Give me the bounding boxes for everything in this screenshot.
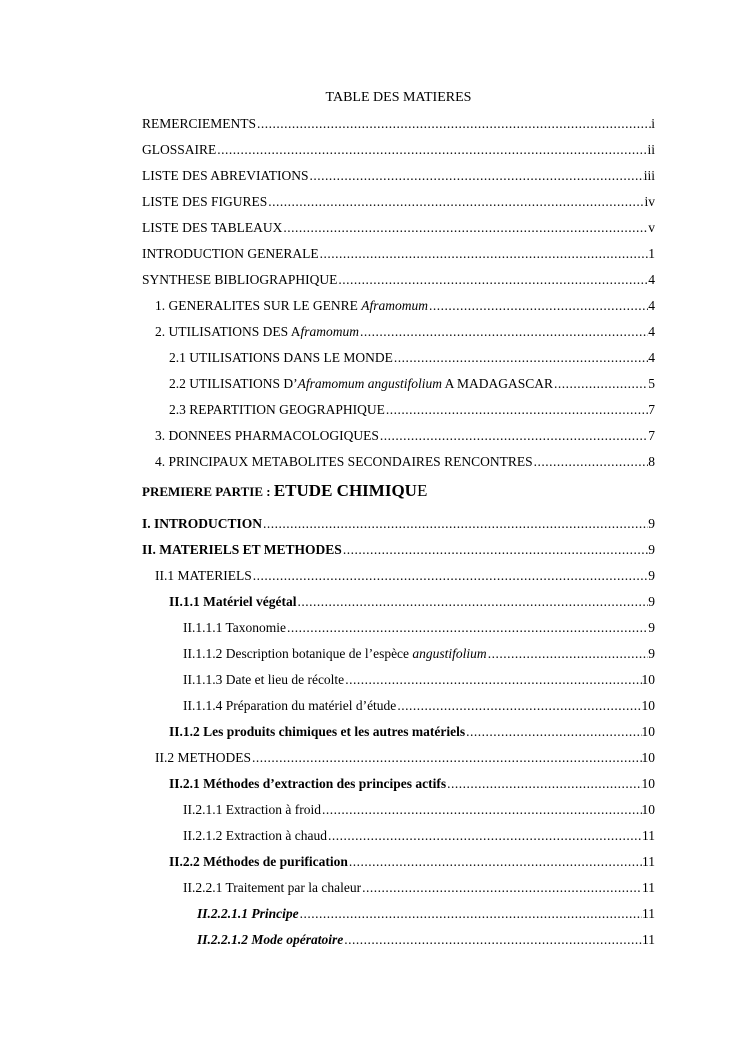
toc-entry[interactable]	[142, 193, 655, 210]
part-heading[interactable]	[142, 481, 655, 502]
toc-entry-page: 4	[648, 272, 655, 287]
toc-entry[interactable]	[142, 801, 655, 818]
toc-entry-label: REMERCIEMENTS	[142, 116, 257, 131]
toc-entry-label: INTRODUCTION GENERALE	[142, 246, 319, 261]
dot-leader	[299, 905, 642, 922]
toc-entry-label: 1. GENERALITES SUR LE GENRE Aframomum	[155, 298, 428, 313]
dot-leader	[286, 619, 648, 636]
dot-leader	[343, 931, 642, 948]
toc-entry[interactable]	[142, 853, 655, 870]
toc-entry[interactable]	[142, 671, 655, 688]
toc-entry-page: 10	[641, 750, 655, 765]
toc-entry-page: 5	[648, 376, 655, 391]
part-title: ETUDE CHIMIQU	[273, 481, 417, 500]
toc-entry[interactable]	[142, 775, 655, 792]
toc-entry[interactable]	[142, 453, 655, 470]
toc-entry[interactable]	[142, 827, 655, 844]
dot-leader	[267, 193, 644, 210]
toc-entry-label: 2.3 REPARTITION GEOGRAPHIQUE	[169, 402, 385, 417]
toc-entry[interactable]	[142, 593, 655, 610]
toc-entry[interactable]	[142, 645, 655, 662]
toc-entry-page: 9	[648, 516, 655, 531]
toc-entry-label: 2.1 UTILISATIONS DANS LE MONDE	[169, 350, 393, 365]
toc-entry-label: II. MATERIELS ET METHODES	[142, 542, 342, 557]
toc-entry-label: 3. DONNEES PHARMACOLOGIQUES	[155, 428, 379, 443]
toc-entry-label: SYNTHESE BIBLIOGRAPHIQUE	[142, 272, 338, 287]
toc-entry[interactable]	[142, 141, 655, 158]
dot-leader	[361, 879, 642, 896]
dot-leader	[309, 167, 644, 184]
toc-entry-label: II.1.1.2 Description botanique de l’espèce angustifolium	[183, 646, 487, 661]
dot-leader	[319, 245, 649, 262]
dot-leader	[252, 567, 649, 584]
toc-entry-label: I. INTRODUCTION	[142, 516, 263, 531]
toc-entry[interactable]	[142, 567, 655, 584]
dot-leader	[216, 141, 647, 158]
toc-entry-page: 11	[642, 880, 655, 895]
toc-entry-label: II.2.1 Méthodes d’extraction des principes actifs	[169, 776, 447, 791]
toc-entry-page: 4	[648, 298, 655, 313]
toc-entry[interactable]	[142, 219, 655, 236]
dot-leader	[344, 671, 641, 688]
toc-entry[interactable]	[142, 323, 655, 340]
dot-leader	[337, 271, 648, 288]
toc-entry-page: 10	[641, 802, 655, 817]
dot-leader	[393, 349, 648, 366]
toc-entry-page: iii	[643, 168, 655, 183]
toc-entry-page: 7	[648, 428, 655, 443]
toc-entry-page: 10	[641, 698, 655, 713]
dot-leader	[446, 775, 641, 792]
dot-leader	[348, 853, 642, 870]
toc-entry-page: 11	[642, 906, 655, 921]
toc-entry-label: 4. PRINCIPAUX METABOLITES SECONDAIRES RENCONTRES	[155, 454, 533, 469]
dot-leader	[428, 297, 648, 314]
toc-entry-page: 4	[648, 350, 655, 365]
toc-entry[interactable]	[142, 541, 655, 558]
toc-entry-label: II.1.2 Les produits chimiques et les autres matériels	[169, 724, 466, 739]
toc-entry-page: ii	[647, 142, 655, 157]
toc-entry[interactable]	[142, 723, 655, 740]
part-prefix: PREMIERE PARTIE :	[142, 484, 274, 499]
toc-entry-label: LISTE DES ABREVIATIONS	[142, 168, 309, 183]
toc-entry[interactable]	[142, 271, 655, 288]
dot-leader	[342, 541, 648, 558]
dot-leader	[379, 427, 648, 444]
toc-entry[interactable]	[142, 515, 655, 532]
toc-entry-label: 2.2 UTILISATIONS D’Aframomum angustifolium A MADAGASCAR	[169, 376, 554, 391]
dot-leader	[251, 749, 642, 766]
toc-entry[interactable]	[142, 349, 655, 366]
toc-entry-label: II.2.2.1.1 Principe	[197, 906, 299, 921]
toc-entry-page: 11	[642, 932, 655, 947]
toc-entry-label: II.2.2 Méthodes de purification	[169, 854, 348, 869]
dot-leader	[465, 723, 641, 740]
toc-entry[interactable]	[142, 401, 655, 418]
toc-entry[interactable]	[142, 297, 655, 314]
toc-entry-label: GLOSSAIRE	[142, 142, 217, 157]
toc-entry-label: II.2 METHODES	[155, 750, 251, 765]
dot-leader	[256, 115, 651, 132]
toc-entry-page: 1	[648, 246, 655, 261]
part-title-last-letter: E	[416, 481, 428, 500]
toc-entry-page: v	[648, 220, 655, 235]
toc-entry-page: 9	[648, 542, 655, 557]
dot-leader	[296, 593, 648, 610]
dot-leader	[327, 827, 642, 844]
toc-entry-label: II.2.2.1.2 Mode opératoire	[197, 932, 344, 947]
dot-leader	[487, 645, 649, 662]
toc-entry[interactable]	[142, 245, 655, 262]
toc-entry-label: II.2.2.1 Traitement par la chaleur	[183, 880, 362, 895]
toc-entry[interactable]	[142, 879, 655, 896]
toc-entry[interactable]	[142, 697, 655, 714]
toc-entry-label: 2. UTILISATIONS DES Aframomum	[155, 324, 360, 339]
toc-entry[interactable]	[142, 167, 655, 184]
toc-entry-page: 10	[641, 724, 655, 739]
toc-entry-label: II.1.1.4 Préparation du matériel d’étude	[183, 698, 397, 713]
toc-entry[interactable]	[142, 931, 655, 948]
dot-leader	[396, 697, 641, 714]
toc-entry-page: 7	[648, 402, 655, 417]
toc-entry-page: i	[651, 116, 655, 131]
toc-title: TABLE DES MATIERES	[325, 90, 472, 105]
toc-entry-label: LISTE DES TABLEAUX	[142, 220, 283, 235]
toc-entry[interactable]	[142, 115, 655, 132]
toc-entry-label: LISTE DES FIGURES	[142, 194, 268, 209]
toc-entry-page: 9	[648, 646, 655, 661]
toc-entry-page: 9	[648, 620, 655, 635]
toc-entry-page: 9	[648, 568, 655, 583]
toc-entry-page: 10	[641, 672, 655, 687]
toc-entry-label: II.2.1.1 Extraction à froid	[183, 802, 321, 817]
toc-entry-page: iv	[644, 194, 655, 209]
toc-entry-page: 8	[648, 454, 655, 469]
toc-entry-label: II.1 MATERIELS	[155, 568, 252, 583]
dot-leader	[385, 401, 648, 418]
toc-entry[interactable]	[142, 427, 655, 444]
toc-entry-label: II.1.1.3 Date et lieu de récolte	[183, 672, 345, 687]
dot-leader	[533, 453, 649, 470]
toc-entry-page: 11	[642, 854, 655, 869]
dot-leader	[553, 375, 648, 392]
dot-leader	[359, 323, 648, 340]
toc-entry-page: 9	[648, 594, 655, 609]
dot-leader	[262, 515, 648, 532]
toc-entry[interactable]	[142, 375, 655, 392]
toc-entry-label: II.1.1 Matériel végétal	[169, 594, 297, 609]
toc-entry[interactable]	[142, 749, 655, 766]
toc-entry-label: II.1.1.1 Taxonomie	[183, 620, 287, 635]
dot-leader	[282, 219, 648, 236]
dot-leader	[321, 801, 642, 818]
toc-entry[interactable]	[142, 619, 655, 636]
toc-entry-page: 11	[642, 828, 655, 843]
toc-entry[interactable]	[142, 905, 655, 922]
toc-entry-page: 10	[641, 776, 655, 791]
toc-entry-label: II.2.1.2 Extraction à chaud	[183, 828, 327, 843]
toc-entry-page: 4	[648, 324, 655, 339]
